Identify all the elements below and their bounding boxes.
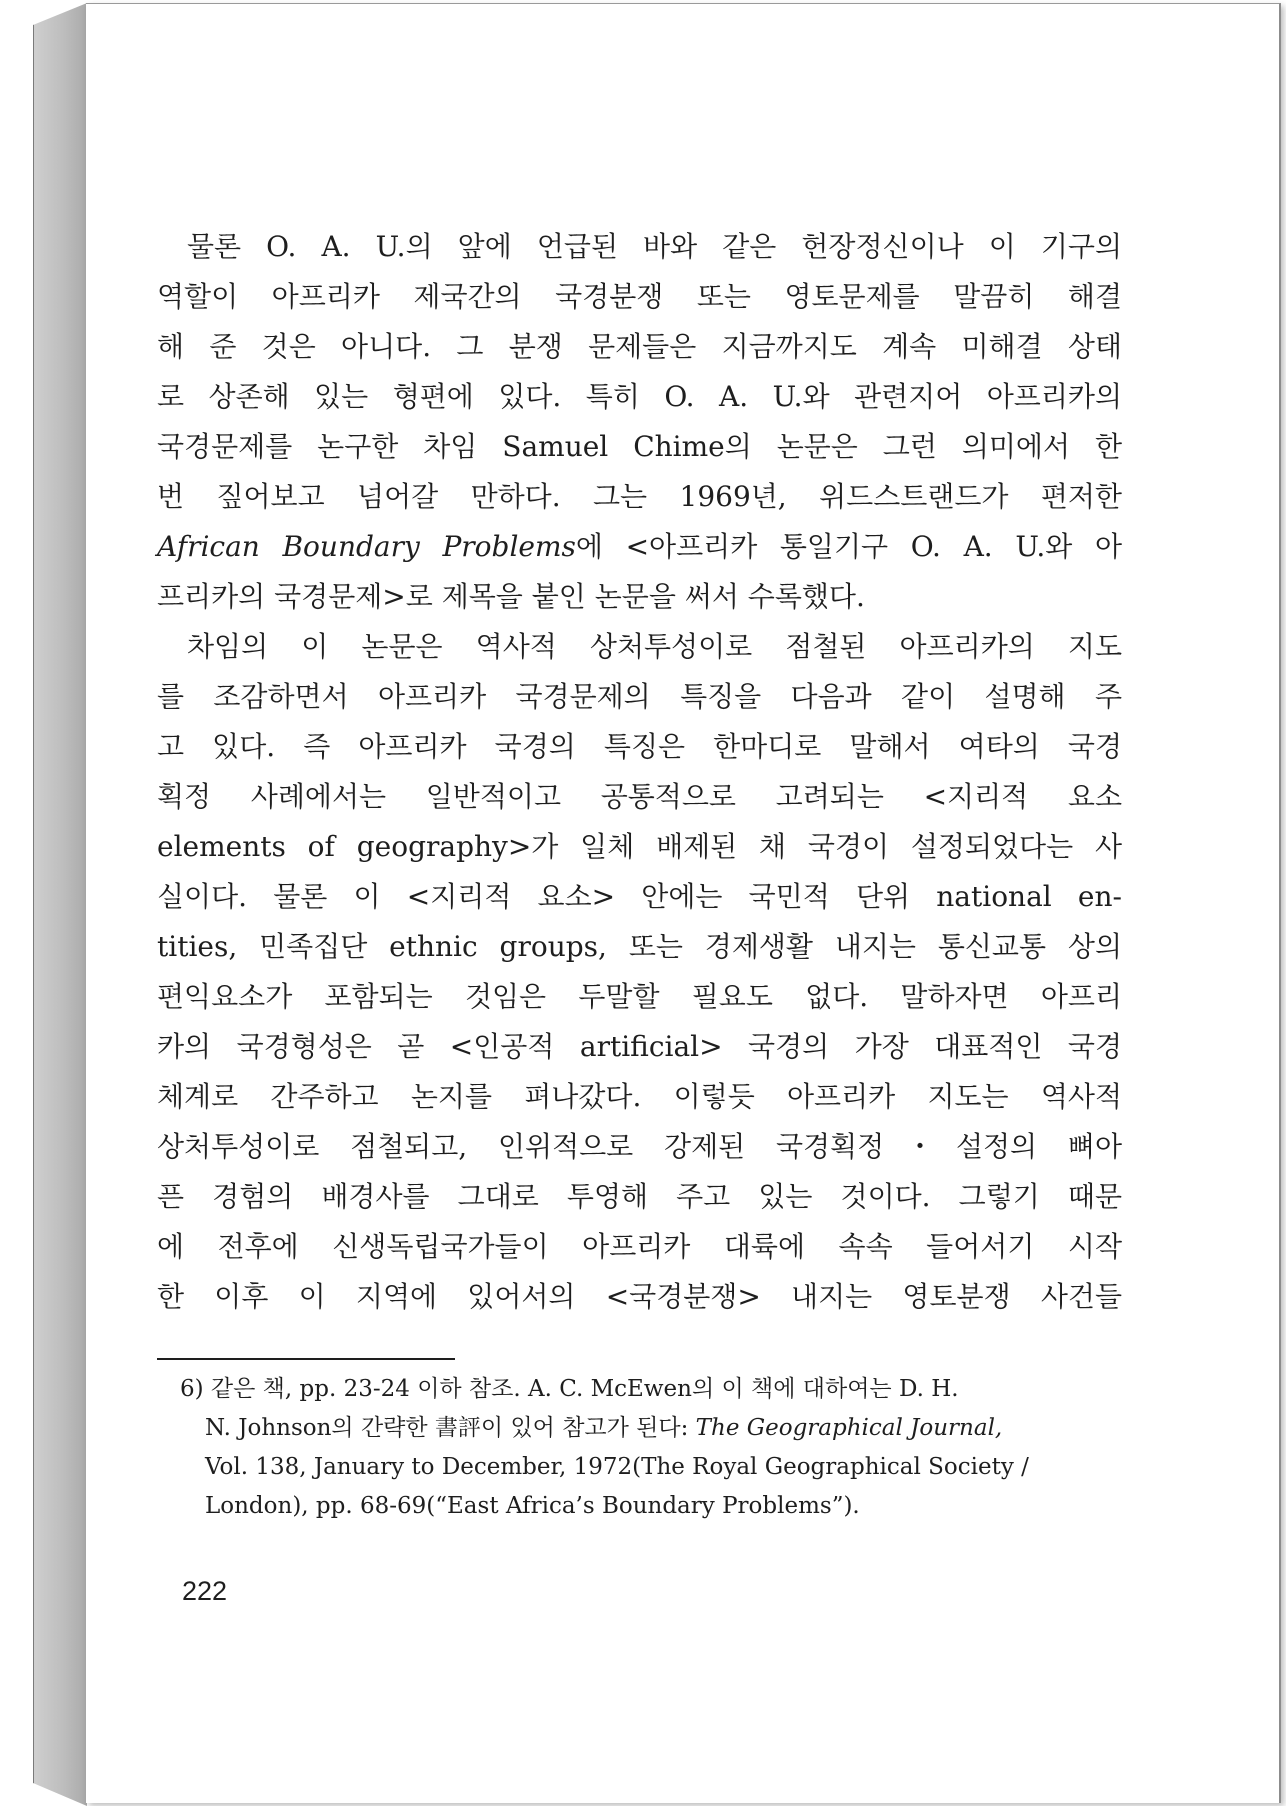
text-line: 픈 경험의 배경사를 그대로 투영해 주고 있는 것이다. 그렇기 때문 [157, 1180, 1122, 1213]
text-line: 고 있다. 즉 아프리카 국경의 특징은 한마디로 말해서 여타의 국경 [157, 730, 1122, 763]
text-line: 획정 사례에서는 일반적이고 공통적으로 고려되는 <지리적 요소 [157, 780, 1122, 813]
text-line: 물론 O. A. U.의 앞에 언급된 바와 같은 헌장정신이나 이 기구의 [187, 230, 1122, 263]
text-line: elements of geography>가 일체 배제된 채 국경이 설정되었다는 사 [157, 830, 1122, 863]
text-line: 실이다. 물론 이 <지리적 요소> 안에는 국민적 단위 national en- [157, 880, 1122, 913]
journal-title: The Geographical Journal, [695, 1415, 1003, 1441]
page-number: 222 [182, 1576, 228, 1606]
book-title: African Boundary Problems [157, 530, 576, 563]
text-line: African Boundary Problems에 <아프리카 통일기구 O. A. U.와 아 [157, 530, 1123, 563]
footnote-separator [157, 1358, 455, 1360]
footnote-line [180, 1409, 1122, 1448]
text-line: 차임의 이 논문은 역사적 상처투성이로 점철된 아프리카의 지도 [187, 630, 1122, 663]
footnote-text: N. Johnson의 간략한 書評이 있어 참고가 된다: [205, 1415, 696, 1441]
text-line: tities, 민족집단 ethnic groups, 또는 경제생활 내지는 통신교통 상의 [157, 930, 1122, 963]
footnote-line: London), pp. 68-69(“East Africa’s Boundary Problems”). [205, 1493, 860, 1519]
text-line: 체계로 간주하고 논지를 펴나갔다. 이렇듯 아프리카 지도는 역사적 [157, 1080, 1122, 1113]
paragraph [157, 622, 1122, 1322]
text-line: 상처투성이로 점철되고, 인위적으로 강제된 국경획정・설정의 뼈아 [157, 1130, 1122, 1163]
text-line: 를 조감하면서 아프리카 국경문제의 특징을 다음과 같이 설명해 주 [157, 680, 1122, 713]
paragraph [157, 222, 1122, 622]
text-line: 카의 국경형성은 곧 <인공적 artificial> 국경의 가장 대표적인 국경 [157, 1030, 1122, 1063]
text-line: 편익요소가 포함되는 것임은 두말할 필요도 없다. 말하자면 아프리 [157, 980, 1122, 1013]
book-spine [33, 3, 88, 1806]
text-line: 번 짚어보고 넘어갈 만하다. 그는 1969년, 위드스트랜드가 편저한 [157, 480, 1122, 513]
text-line: 한 이후 이 지역에 있어서의 <국경분쟁> 내지는 영토분쟁 사건들 [157, 1280, 1122, 1313]
footnote-line: Vol. 138, January to December, 1972(The Royal Geographical Society / [205, 1454, 1029, 1480]
text-line: 프리카의 국경문제>로 제목을 붙인 논문을 써서 수록했다. [157, 580, 865, 613]
text-line: 에 전후에 신생독립국가들이 아프리카 대륙에 속속 들어서기 시작 [157, 1230, 1122, 1263]
text-line: 역할이 아프리카 제국간의 국경분쟁 또는 영토문제를 말끔히 해결 [157, 280, 1122, 313]
footnote [180, 1370, 1122, 1526]
text-line: 해 준 것은 아니다. 그 분쟁 문제들은 지금까지도 계속 미해결 상태 [157, 330, 1122, 363]
text-line: 로 상존해 있는 형편에 있다. 특히 O. A. U.와 관련지어 아프리카의 [157, 380, 1122, 413]
text-line: 국경문제를 논구한 차임 Samuel Chime의 논문은 그런 의미에서 한 [157, 430, 1122, 463]
footnote-line: 6) 같은 책, pp. 23-24 이하 참조. A. C. McEwen의 이 책에 대하여는 D. H. [180, 1376, 959, 1402]
body-text [157, 222, 1122, 1322]
